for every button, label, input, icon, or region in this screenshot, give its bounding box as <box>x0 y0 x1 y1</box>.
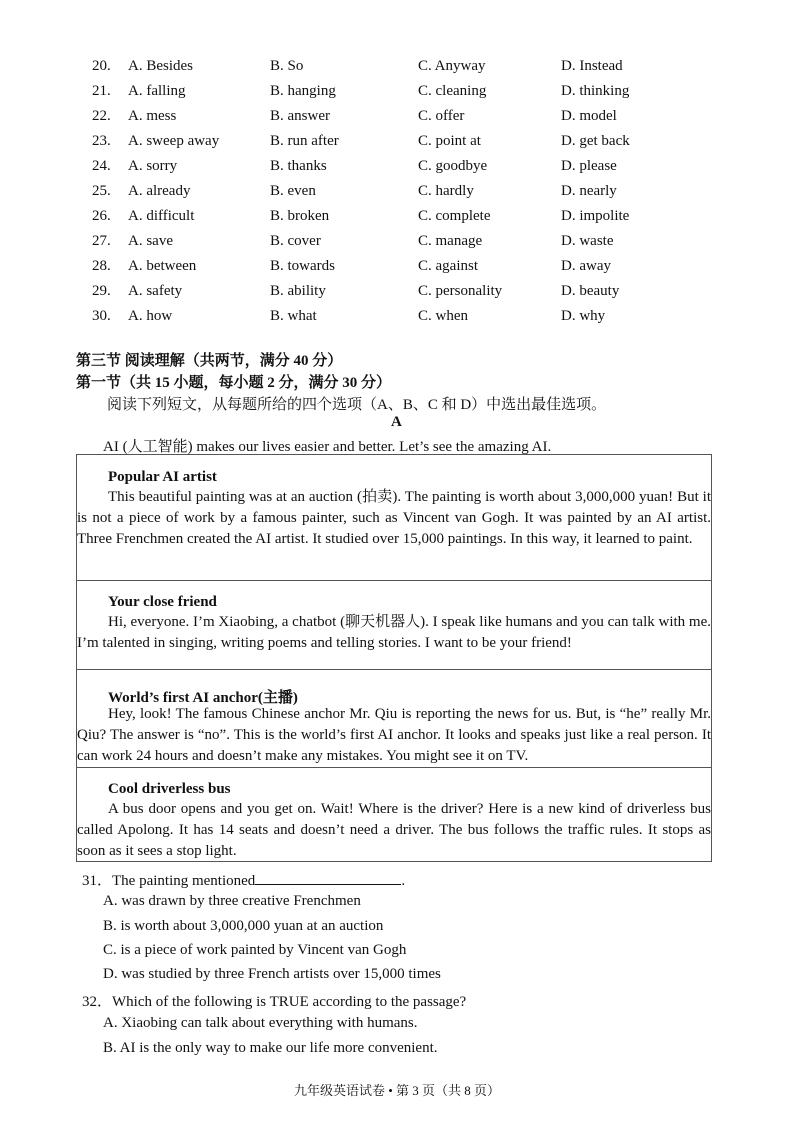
option-d: D. away <box>561 258 611 274</box>
option-d: D. nearly <box>561 183 617 199</box>
option-d: D. Instead <box>561 58 623 74</box>
option-row <box>0 58 794 83</box>
option-b: B. hanging <box>270 83 336 99</box>
question-number: 20. <box>92 58 111 74</box>
option-a: A. save <box>128 233 173 249</box>
option-c: C. when <box>418 308 468 324</box>
option-c: C. goodbye <box>418 158 488 174</box>
question-31-option-d: D. was studied by three French artists over 15,000 times <box>103 966 441 982</box>
page-footer: 九年级英语试卷 • 第 3 页（共 8 页） <box>293 1083 501 1098</box>
block-paragraph: Hey, look! The famous Chinese anchor Mr. Qiu is reporting the news for us. But, is “he” really Mr. Qiu? The answer is “no”. This is the world’s first AI anchor. It looks and speaks just like a real person. It can work 24 hours and doesn’t make any mistakes. You might see it on TV. <box>77 706 711 764</box>
option-c: C. personality <box>418 283 503 299</box>
option-row <box>0 83 794 108</box>
question-number: 21. <box>92 83 111 99</box>
option-b: B. broken <box>270 208 330 224</box>
question-stem: 31．The painting mentioned <box>82 873 256 889</box>
option-b: B. answer <box>270 108 330 124</box>
block-title: Popular AI artist <box>108 469 217 485</box>
block-title: Cool driverless bus <box>108 781 231 797</box>
option-a: A. between <box>128 258 197 274</box>
option-c: C. against <box>418 258 478 274</box>
question-stem-end: . <box>401 873 406 889</box>
option-b: B. ability <box>270 283 326 299</box>
option-row <box>0 258 794 283</box>
question-31-option-c: C. is a piece of work painted by Vincent van Gogh <box>103 942 407 958</box>
option-row <box>0 283 794 308</box>
option-row <box>0 183 794 208</box>
option-d: D. thinking <box>561 83 630 99</box>
option-b: B. run after <box>270 133 339 149</box>
option-d: D. get back <box>561 133 630 149</box>
option-row <box>0 233 794 258</box>
option-c: C. offer <box>418 108 465 124</box>
box-divider <box>76 767 712 768</box>
option-a: A. sorry <box>128 158 178 174</box>
answer-blank[interactable] <box>255 870 401 885</box>
question-number: 27. <box>92 233 111 249</box>
option-a: A. how <box>128 308 173 324</box>
option-d: D. waste <box>561 233 614 249</box>
passage-letter: A <box>391 414 402 430</box>
question-number: 29. <box>92 283 111 299</box>
question-number: 30. <box>92 308 111 324</box>
option-d: D. why <box>561 308 606 324</box>
box-divider <box>76 580 712 581</box>
option-d: D. please <box>561 158 617 174</box>
block-paragraph: Hi, everyone. I’m Xiaobing, a chatbot (聊天机器人). I speak like humans and you can talk with me. I’m talented in singing, writing poems and telling stories. I want to be your friend! <box>77 614 711 651</box>
option-a: A. sweep away <box>128 133 220 149</box>
question-32: 32．Which of the following is TRUE according to the passage? <box>82 994 467 1010</box>
option-a: A. safety <box>128 283 183 299</box>
option-a: A. Besides <box>128 58 193 74</box>
question-number: 23. <box>92 133 111 149</box>
option-b: B. thanks <box>270 158 327 174</box>
box-divider <box>76 669 712 670</box>
option-a: A. mess <box>128 108 177 124</box>
passage-intro: AI (人工智能) makes our lives easier and better. Let’s see the amazing AI. <box>103 439 552 455</box>
option-row <box>0 158 794 183</box>
question-number: 25. <box>92 183 111 199</box>
block-title: Your close friend <box>108 594 217 610</box>
option-d: D. impolite <box>561 208 630 224</box>
option-c: C. complete <box>418 208 491 224</box>
option-row <box>0 308 794 333</box>
option-b: B. towards <box>270 258 335 274</box>
part-title: 第一节（共 15 小题，每小题 2 分，满分 30 分） <box>76 375 392 391</box>
question-31-option-b: B. is worth about 3,000,000 yuan at an auction <box>103 918 384 934</box>
question-number: 26. <box>92 208 111 224</box>
option-b: B. cover <box>270 233 321 249</box>
option-c: C. hardly <box>418 183 474 199</box>
question-number: 28. <box>92 258 111 274</box>
option-a: A. difficult <box>128 208 195 224</box>
option-b: B. So <box>270 58 304 74</box>
option-c: C. manage <box>418 233 483 249</box>
option-d: D. beauty <box>561 283 620 299</box>
question-number: 24. <box>92 158 111 174</box>
section-title: 第三节 阅读理解（共两节，满分 40 分） <box>76 353 343 369</box>
block-paragraph: A bus door opens and you get on. Wait! Where is the driver? Here is a new kind of driverless bus called Apolong. It has 14 seats and doesn’t need a driver. The bus follows the traffic rules. It stops as soon as it sees a stop light. <box>77 801 711 859</box>
option-d: D. model <box>561 108 617 124</box>
question-number: 22. <box>92 108 111 124</box>
option-row <box>0 133 794 158</box>
option-a: A. falling <box>128 83 186 99</box>
option-b: B. even <box>270 183 316 199</box>
option-c: C. Anyway <box>418 58 486 74</box>
option-c: C. point at <box>418 133 481 149</box>
block-paragraph: This beautiful painting was at an auction (拍卖). The painting is worth about 3,000,000 yuan! But it is not a piece of work by a famous painter, such as Vincent van Gogh. It was painted by an AI artist. Three Frenchmen created the AI artist. It studied over 15,000 paintings. In this way, it learned to paint. <box>77 489 711 547</box>
question-32-option-b: B. AI is the only way to make our life more convenient. <box>103 1040 438 1056</box>
option-a: A. already <box>128 183 191 199</box>
instruction-text: 阅读下列短文，从每题所给的四个选项（A、B、C 和 D）中选出最佳选项。 <box>107 397 607 413</box>
question-31 <box>82 869 405 890</box>
option-b: B. what <box>270 308 317 324</box>
option-row <box>0 108 794 133</box>
option-row <box>0 208 794 233</box>
block-title: World’s first AI anchor(主播) <box>108 690 298 706</box>
question-31-option-a: A. was drawn by three creative Frenchmen <box>103 893 361 909</box>
question-32-option-a: A. Xiaobing can talk about everything with humans. <box>103 1015 418 1031</box>
option-c: C. cleaning <box>418 83 487 99</box>
